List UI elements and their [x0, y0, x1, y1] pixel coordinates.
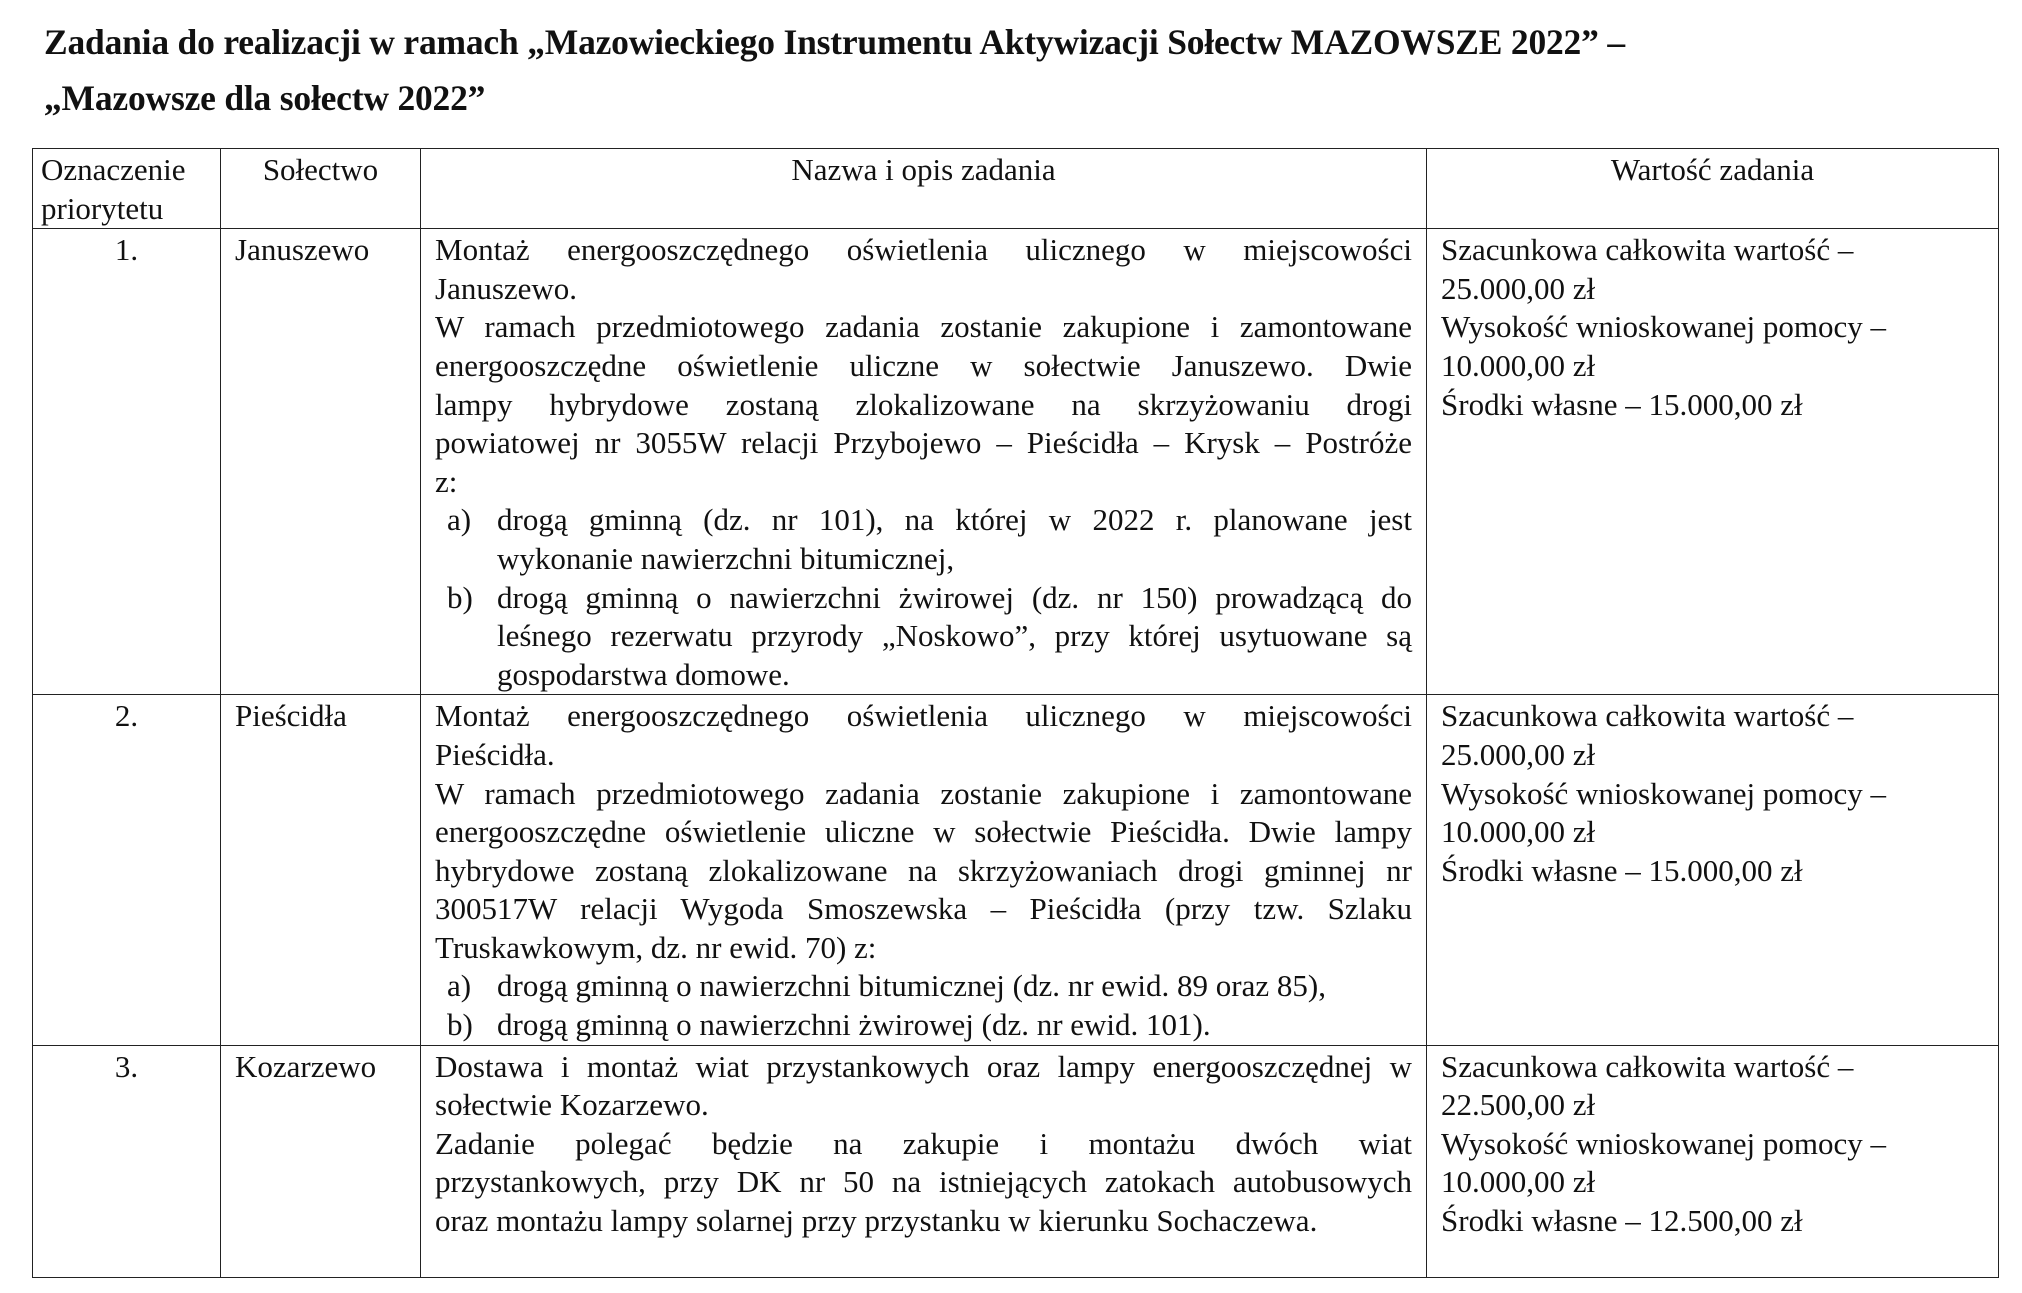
list-text — [497, 501, 1412, 578]
village-cell: Januszewo — [221, 229, 421, 695]
list-item — [435, 501, 1412, 578]
list-item — [435, 1006, 1412, 1045]
list-marker: b) — [447, 1007, 473, 1043]
value-cell — [1427, 695, 1999, 1045]
document-title — [44, 14, 1994, 126]
value-line: 10.000,00 zł — [1441, 814, 1596, 850]
value-line: 25.000,00 zł — [1441, 736, 1596, 772]
priority-cell: 1. — [33, 229, 221, 695]
value-line: Szacunkowa całkowita wartość – — [1441, 1048, 1854, 1084]
description-cell — [421, 229, 1427, 695]
village-cell: Kozarzewo — [221, 1045, 421, 1277]
header-description: Nazwa i opis zadania — [421, 149, 1427, 229]
header-priority — [33, 149, 221, 229]
value-line: 25.000,00 zł — [1441, 270, 1596, 306]
table-row — [33, 229, 1999, 695]
description-line: oraz montażu lampy solarnej przy przystanku w kierunku Sochaczewa. — [435, 1203, 1318, 1239]
description-line: powiatowej nr 3055W relacji Przybojewo – Pieścidła – Krysk – Postróże — [435, 425, 1412, 461]
list-marker: a) — [447, 968, 472, 1004]
description-line: Montaż energooszczędnego oświetlenia ulicznego w miejscowości — [435, 698, 1412, 734]
village-cell: Pieścidła — [221, 695, 421, 1045]
value-line: Środki własne – 15.000,00 zł — [1441, 852, 1803, 888]
value-line: Szacunkowa całkowita wartość – — [1441, 698, 1854, 734]
description-line: sołectwie Kozarzewo. — [435, 1087, 709, 1123]
list-line: drogą gminną o nawierzchni żwirowej (dz. nr ewid. 101). — [497, 1007, 1211, 1043]
value-line: 10.000,00 zł — [1441, 347, 1596, 383]
list-line: drogą gminną o nawierzchni bitumicznej (dz. nr ewid. 89 oraz 85), — [497, 968, 1326, 1004]
priority-cell: 3. — [33, 1045, 221, 1277]
description-cell — [421, 1045, 1427, 1277]
description-line: Montaż energooszczędnego oświetlenia ulicznego w miejscowości — [435, 232, 1412, 268]
list-line: leśnego rezerwatu przyrody „Noskowo”, przy której usytuowane są — [497, 618, 1412, 654]
value-cell — [1427, 229, 1999, 695]
list-line: drogą gminną o nawierzchni żwirowej (dz. nr 150) prowadzącą do — [497, 579, 1412, 615]
list-text — [497, 967, 1412, 1006]
title-line-1: Zadania do realizacji w ramach „Mazowieckiego Instrumentu Aktywizacji Sołectw MAZOWSZE 2022” – — [44, 22, 1625, 62]
table-body — [33, 229, 1999, 1277]
value-line: Wysokość wnioskowanej pomocy – — [1441, 775, 1886, 811]
value-line: Środki własne – 15.000,00 zł — [1441, 386, 1803, 422]
description-line: W ramach przedmiotowego zadania zostanie zakupione i zamontowane — [435, 309, 1412, 345]
list-text — [497, 579, 1412, 695]
header-value: Wartość zadania — [1427, 149, 1999, 229]
list-marker: a) — [447, 502, 472, 538]
list-item — [435, 579, 1412, 695]
description-line: przystankowych, przy DK nr 50 na istniejących zatokach autobusowych — [435, 1164, 1412, 1200]
list-marker: b) — [447, 579, 473, 615]
list-line: drogą gminną (dz. nr 101), na której w 2022 r. planowane jest — [497, 502, 1412, 538]
description-line: Zadanie polegać będzie na zakupie i montażu dwóch wiat — [435, 1125, 1412, 1161]
table-row — [33, 1045, 1999, 1277]
value-line: Wysokość wnioskowanej pomocy – — [1441, 309, 1886, 345]
description-line: energooszczędne oświetlenie uliczne w sołectwie Januszewo. Dwie — [435, 347, 1412, 383]
value-cell — [1427, 1045, 1999, 1277]
title-line-2: „Mazowsze dla sołectw 2022” — [44, 78, 486, 118]
description-line: Januszewo. — [435, 270, 578, 306]
value-line: Wysokość wnioskowanej pomocy – — [1441, 1125, 1886, 1161]
description-line: z: — [435, 463, 458, 499]
table-header-row — [33, 149, 1999, 229]
value-line: 10.000,00 zł — [1441, 1164, 1596, 1200]
description-line: hybrydowe zostaną zlokalizowane na skrzyżowaniach drogi gminnej nr — [435, 852, 1412, 888]
header-priority-line-2: priorytetu — [41, 190, 164, 226]
description-line: Dostawa i montaż wiat przystankowych oraz lampy energooszczędnej w — [435, 1048, 1412, 1084]
list-text — [497, 1006, 1412, 1045]
list-item — [435, 967, 1412, 1006]
header-village: Sołectwo — [221, 149, 421, 229]
description-line: lampy hybrydowe zostaną zlokalizowane na skrzyżowaniu drogi — [435, 386, 1412, 422]
value-line: Środki własne – 12.500,00 zł — [1441, 1203, 1803, 1239]
list-line: wykonanie nawierzchni bitumicznej, — [497, 540, 955, 576]
header-priority-line-1: Oznaczenie — [41, 152, 186, 187]
priority-cell: 2. — [33, 695, 221, 1045]
description-line: Truskawkowym, dz. nr ewid. 70) z: — [435, 929, 877, 965]
description-line: Pieścidła. — [435, 736, 555, 772]
value-line: 22.500,00 zł — [1441, 1087, 1596, 1123]
list-line: gospodarstwa domowe. — [497, 656, 790, 692]
value-line: Szacunkowa całkowita wartość – — [1441, 232, 1854, 268]
table-row — [33, 695, 1999, 1045]
description-cell — [421, 695, 1427, 1045]
description-line: 300517W relacji Wygoda Smoszewska – Pieścidła (przy tzw. Szlaku — [435, 891, 1412, 927]
tasks-table — [32, 148, 1999, 1278]
description-line: W ramach przedmiotowego zadania zostanie zakupione i zamontowane — [435, 775, 1412, 811]
description-line: energooszczędne oświetlenie uliczne w sołectwie Pieścidła. Dwie lampy — [435, 814, 1412, 850]
